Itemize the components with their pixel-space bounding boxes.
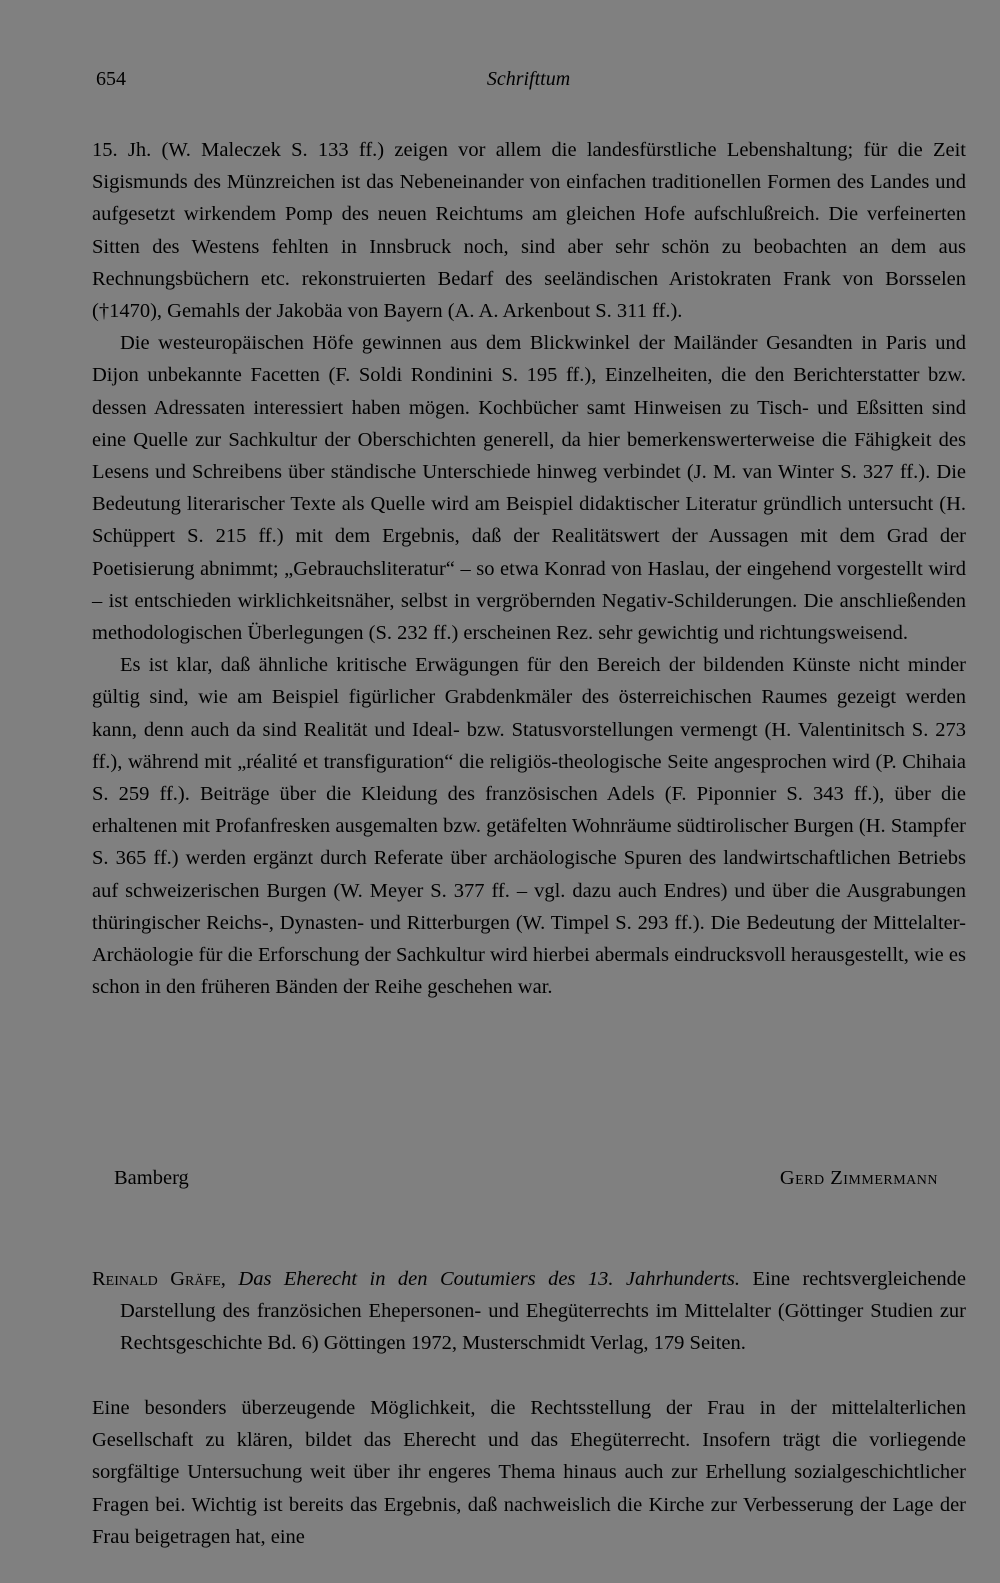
review-paragraph: 15. Jh. (W. Maleczek S. 133 ff.) zeigen vor allem die landesfürstliche Lebenshaltung; für die Zeit Sigismunds des Münzreichen ist das Nebeneinander von einfachen traditionellen Formen des Landes und aufgesetzt wirkendem Pomp des neuen Reichtums am gleichen Hofe aufschlußreich. Die verfeinerten Sitten des Westens fehlten in Innsbruck noch, sind aber sehr schön zu beobachten an dem aus Rechnungsbüchern etc. rekonstruierten Bedarf des seeländischen Aristokraten Frank von Borsselen (†1470), Gemahls der Jakobäa von Bayern (A. A. Arkenbout S. 311 ff.). [92, 139, 966, 323]
page-header [96, 68, 961, 98]
book-author: Reinald Gräfe, [92, 1268, 226, 1290]
review-paragraph: Eine besonders überzeugende Möglichkeit, die Rechtsstellung der Frau in der mittelalterlichen Gesellschaft zu klären, bildet das Eherecht und das Ehegüterrecht. Insofern trägt die vorliegende sorgfältige Untersuchung weit über ihr engeres Thema hinaus auch zur Erhellung sozialgeschichtlicher Fragen bei. Wichtig ist bereits das Ergebnis, daß nachweislich die Kirche zur Verbesserung der Lage der Frau beigetragen hat, eine [92, 1397, 966, 1548]
review-paragraph: Es ist klar, daß ähnliche kritische Erwägungen für den Bereich der bildenden Künste nicht minder gültig sind, wie am Beispiel figürlicher Grabdenkmäler des österreichischen Raumes gezeigt werden kann, denn auch da sind Realität und Ideal- bzw. Statusvorstellungen vermengt (H. Valentinitsch S. 273 ff.), während mit „réalité et transfiguration“ die religiös-theologische Seite angesprochen wird (P. Chihaia S. 259 ff.). Beiträge über die Kleidung des französischen Adels (F. Piponnier S. 343 ff.), über die erhaltenen mit Profanfresken ausgemalten bzw. getäfelten Wohnräume südtirolischer Burgen (H. Stampfer S. 365 ff.) werden ergänzt durch Referate über archäologische Spuren des landwirtschaftlichen Betriebs auf schweizerischen Burgen (W. Meyer S. 377 ff. – vgl. dazu auch Endres) und über die Ausgrabungen thüringischer Reichs-, Dynasten- und Ritterburgen (W. Timpel S. 293 ff.). Die Bedeutung der Mittelalter-Archäologie für die Erforschung der Sachkultur wird hierbei abermals eindrucksvoll herausgestellt, wie es schon in den früheren Bänden der Reihe geschehen war. [92, 654, 966, 999]
signature-author: Gerd Zimmermann [779, 1167, 938, 1189]
running-title: Schrifttum [486, 68, 571, 90]
signature-place: Bamberg [114, 1167, 189, 1189]
review-paragraph: Die westeuropäischen Höfe gewinnen aus dem Blickwinkel der Mailänder Gesandten in Paris und Dijon unbekannte Facetten (F. Soldi Rondinini S. 195 ff.), Einzelheiten, die den Berichterstatter bzw. dessen Adressaten interessiert haben mögen. Kochbücher samt Hinweisen zu Tisch- und Eßsitten sind eine Quelle zur Sachkultur der Oberschichten generell, da hier bemerkenswerterweise die Fähigkeit des Lesens und Schreibens über ständische Unterschiede hinweg verbindet (J. M. van Winter S. 327 ff.). Die Bedeutung literarischer Texte als Quelle wird am Beispiel didaktischer Literatur gründlich untersucht (H. Schüppert S. 215 ff.) mit dem Ergebnis, daß der Realitätswert der Aussagen mit dem Grad der Poetisierung abnimmt; „Gebrauchsliteratur“ – so etwa Konrad von Haslau, der eingehend vorgestellt wird – ist entschieden wirklichkeitsnäher, selbst in vergröbernden Negativ-Schilderungen. Die anschließenden methodologischen Überlegungen (S. 232 ff.) erscheinen Rez. sehr gewichtig und richtungsweisend. [92, 332, 966, 645]
book-details: Eine rechtsvergleichende Darstellung des französichen Ehepersonen- und Ehegüterrechts im Mittelalter (Göttinger Studien zur Rechtsgeschichte Bd. 6) Göttingen 1972, Musterschmidt Verlag, 179 Seiten. [120, 1268, 967, 1355]
review-text [92, 134, 966, 1003]
book-title: Das Eherecht in den Coutumiers des 13. Jahrhunderts. [238, 1268, 741, 1290]
bibliographic-entry [92, 1263, 966, 1360]
page-number: 654 [96, 68, 126, 90]
second-review-text [92, 1392, 966, 1553]
